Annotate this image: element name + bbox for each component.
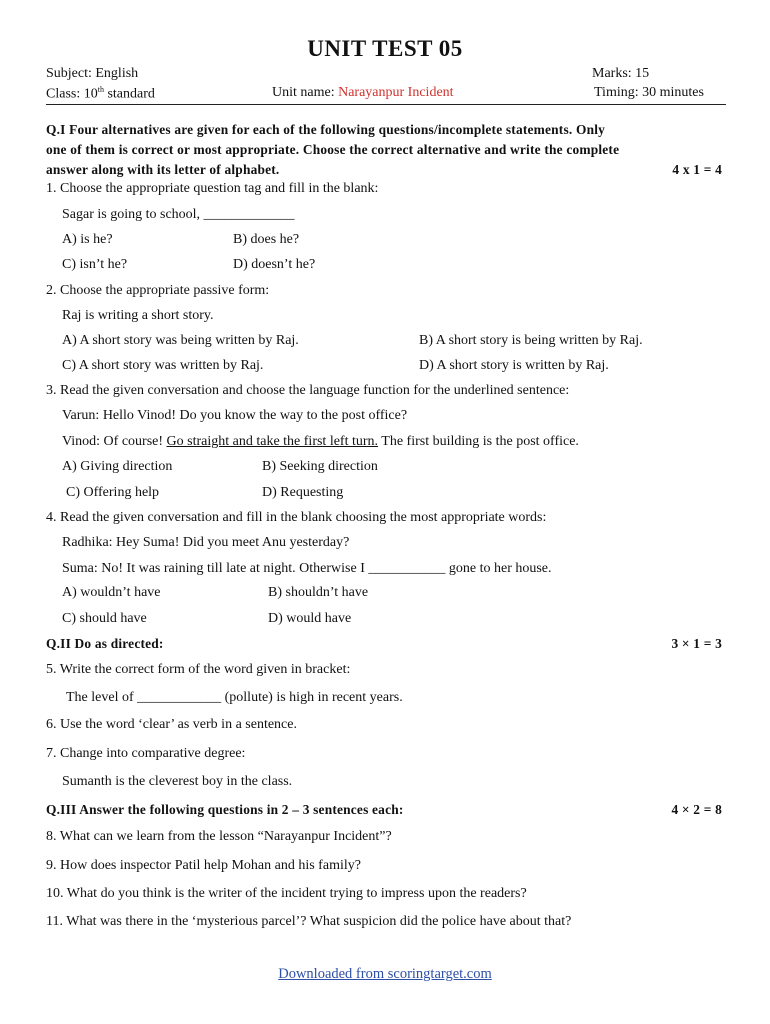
section-1-line-1: Q.I Four alternatives are given for each of the following questions/incomplete statements. Only xyxy=(46,122,606,137)
question-3: 3. Read the given conversation and choose the language function for the underlined sentence: xyxy=(46,383,570,398)
question-8: 8. What can we learn from the lesson “Narayanpur Incident”? xyxy=(46,829,392,844)
footer-download-link[interactable]: Downloaded from scoringtarget.com xyxy=(278,966,492,982)
timing-label: Timing: 30 minutes xyxy=(594,85,704,100)
question-1: 1. Choose the appropriate question tag and fill in the blank: xyxy=(46,181,379,196)
question-4-option-d: D) would have xyxy=(268,611,352,626)
question-10: 10. What do you think is the writer of the incident trying to impress upon the readers? xyxy=(46,886,527,901)
class-suffix: standard xyxy=(103,86,155,102)
section-1-line-3-text: answer along with its letter of alphabet. xyxy=(46,162,280,177)
question-3-line-1: Varun: Hello Vinod! Do you know the way to the post office? xyxy=(62,408,408,423)
question-3-option-c: C) Offering help xyxy=(66,485,160,500)
question-3-option-b: B) Seeking direction xyxy=(262,459,378,474)
section-1-marks: 4 x 1 = 4 xyxy=(672,162,722,177)
subject-label: Subject: English xyxy=(46,66,139,81)
question-11: 11. What was there in the ‘mysterious parcel’? What suspicion did the police have about that? xyxy=(46,914,572,929)
question-2-option-b: B) A short story is being written by Raj. xyxy=(419,333,643,348)
section-2-heading xyxy=(46,634,722,654)
question-4-option-a: A) wouldn’t have xyxy=(62,585,161,600)
section-1-line-2: one of them is correct or most appropriate. Choose the correct alternative and write the complete xyxy=(46,142,620,157)
question-2-option-d: D) A short story is written by Raj. xyxy=(419,358,609,373)
section-3-heading xyxy=(46,800,722,820)
section-1-heading xyxy=(46,120,722,180)
section-1-line-3 xyxy=(46,160,722,180)
question-5-stem: The level of ____________ (pollute) is high in recent years. xyxy=(66,690,403,705)
question-9: 9. How does inspector Patil help Mohan and his family? xyxy=(46,858,361,873)
question-1-stem: Sagar is going to school, _____________ xyxy=(62,207,295,222)
question-1-option-d: D) doesn’t he? xyxy=(233,257,316,272)
section-2-marks: 3 × 1 = 3 xyxy=(671,636,722,651)
question-2: 2. Choose the appropriate passive form: xyxy=(46,283,270,298)
question-1-option-c: C) isn’t he? xyxy=(62,257,128,272)
question-4-option-b: B) shouldn’t have xyxy=(268,585,369,600)
underlined-sentence: Go straight and take the first left turn. xyxy=(166,434,379,449)
class-label xyxy=(46,85,155,103)
question-3-line-2 xyxy=(62,433,579,451)
page-title: UNIT TEST 05 xyxy=(307,36,463,61)
class-prefix: Class: 10 xyxy=(46,86,98,102)
question-7: 7. Change into comparative degree: xyxy=(46,746,246,761)
question-4-option-c: C) should have xyxy=(62,611,147,626)
question-3-line-2-post: The first building is the post office. xyxy=(378,434,579,449)
question-4-line-2: Suma: No! It was raining till late at night. Otherwise I ___________ gone to her house. xyxy=(62,561,552,576)
header-divider xyxy=(46,104,726,105)
section-2-title: Q.II Do as directed: xyxy=(46,636,164,651)
question-3-option-a: A) Giving direction xyxy=(62,459,173,474)
marks-label: Marks: 15 xyxy=(592,66,650,81)
question-3-line-2-pre: Vinod: Of course! xyxy=(62,434,167,449)
question-2-option-a: A) A short story was being written by Raj. xyxy=(62,333,299,348)
question-1-option-b: B) does he? xyxy=(233,232,300,247)
question-2-stem: Raj is writing a short story. xyxy=(62,308,214,323)
question-7-stem: Sumanth is the cleverest boy in the class. xyxy=(62,774,293,789)
unit-name xyxy=(272,85,454,101)
unit-value: Narayanpur Incident xyxy=(338,85,454,100)
section-3-marks: 4 × 2 = 8 xyxy=(671,802,722,817)
question-6: 6. Use the word ‘clear’ as verb in a sentence. xyxy=(46,717,297,732)
question-5: 5. Write the correct form of the word given in bracket: xyxy=(46,662,351,677)
section-3-title: Q.III Answer the following questions in 2 – 3 sentences each: xyxy=(46,802,404,817)
class-sup: th xyxy=(97,85,104,94)
question-4: 4. Read the given conversation and fill in the blank choosing the most appropriate words: xyxy=(46,510,547,525)
unit-label: Unit name: xyxy=(272,85,339,100)
question-4-line-1: Radhika: Hey Suma! Did you meet Anu yesterday? xyxy=(62,535,350,550)
question-3-option-d: D) Requesting xyxy=(262,485,344,500)
question-2-option-c: C) A short story was written by Raj. xyxy=(62,358,264,373)
question-1-option-a: A) is he? xyxy=(62,232,113,247)
